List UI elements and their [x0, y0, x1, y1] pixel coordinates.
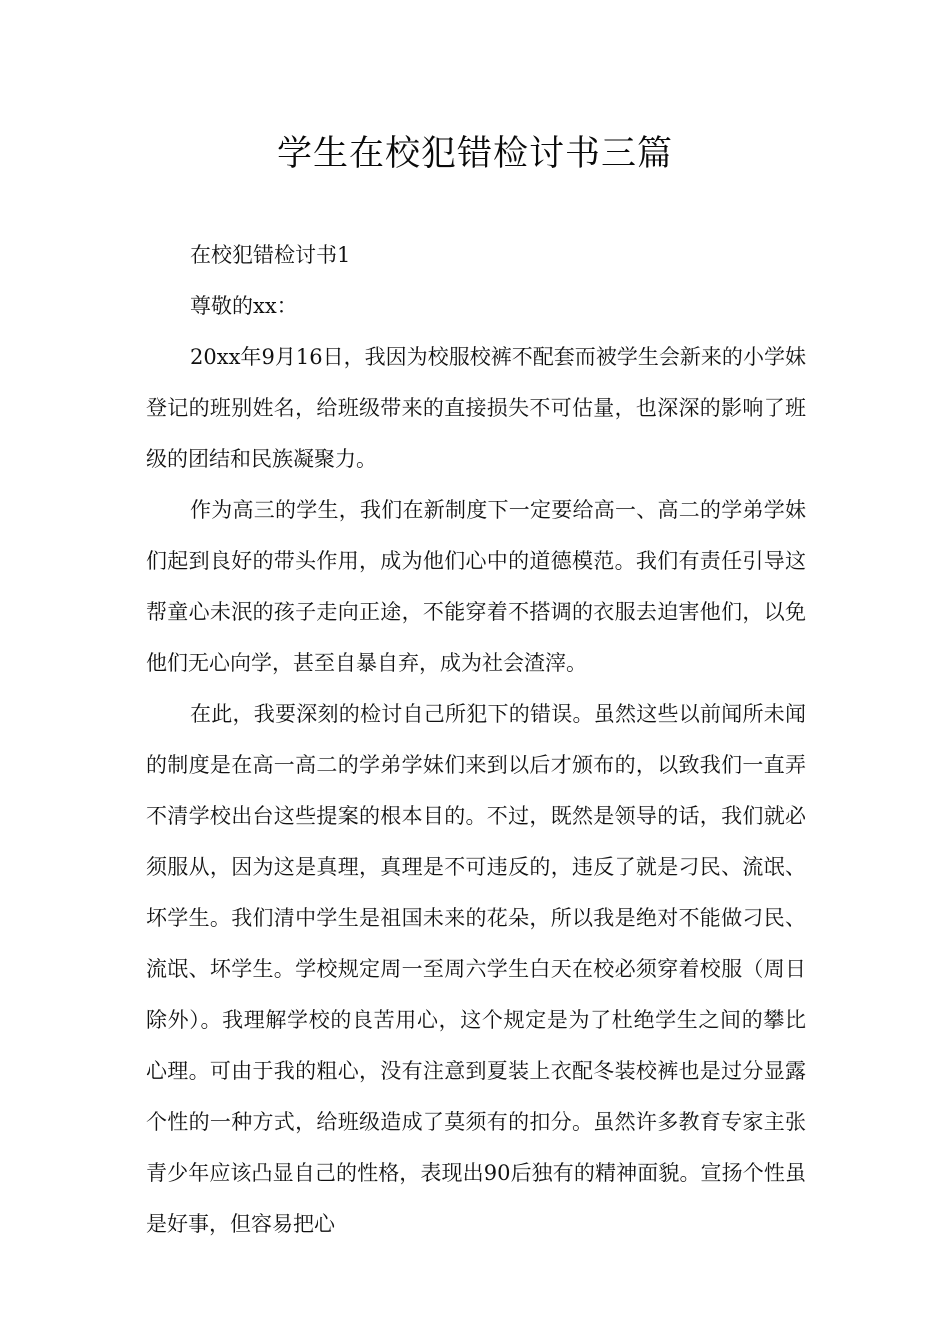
document-title: 学生在校犯错检讨书三篇 [276, 134, 673, 174]
salutation: 尊敬的xx： [190, 294, 298, 318]
section-heading: 在校犯错检讨书1 [190, 243, 351, 267]
paragraph: 作为高三的学生，我们在新制度下一定要给高一、高二的学弟学妹们起到良好的带头作用，成为他们心中的道德模范。我们有责任引导这帮童心未泯的孩子走向正途，不能穿着不搭调的衣服去迫害他们，以免他们无心向学，甚至自暴自弃，成为社会渣滓。 [146, 498, 806, 675]
document-body [146, 230, 806, 1250]
paragraph: 在此，我要深刻的检讨自己所犯下的错误。虽然这些以前闻所未闻的制度是在高一高二的学弟学妹们来到以后才颁布的，以致我们一直弄不清学校出台这些提案的根本目的。不过，既然是领导的话，我们就必须服从，因为这是真理，真理是不可违反的，违反了就是刁民、流氓、坏学生。我们清中学生是祖国未来的花朵，所以我是绝对不能做刁民、流氓、坏学生。学校规定周一至周六学生白天在校必须穿着校服（周日除外）。我理解学校的良苦用心，这个规定是为了杜绝学生之间的攀比心理。可由于我的粗心，没有注意到夏装上衣配冬装校裤也是过分显露个性的一种方式，给班级造成了莫须有的扣分。虽然许多教育专家主张青少年应该凸显自己的性格，表现出90后独有的精神面貌。宣扬个性虽是好事，但容易把心 [146, 702, 806, 1236]
paragraph: 20xx年9月16日，我因为校服校裤不配套而被学生会新来的小学妹登记的班别姓名，给班级带来的直接损失不可估量，也深深的影响了班级的团结和民族凝聚力。 [146, 345, 806, 471]
